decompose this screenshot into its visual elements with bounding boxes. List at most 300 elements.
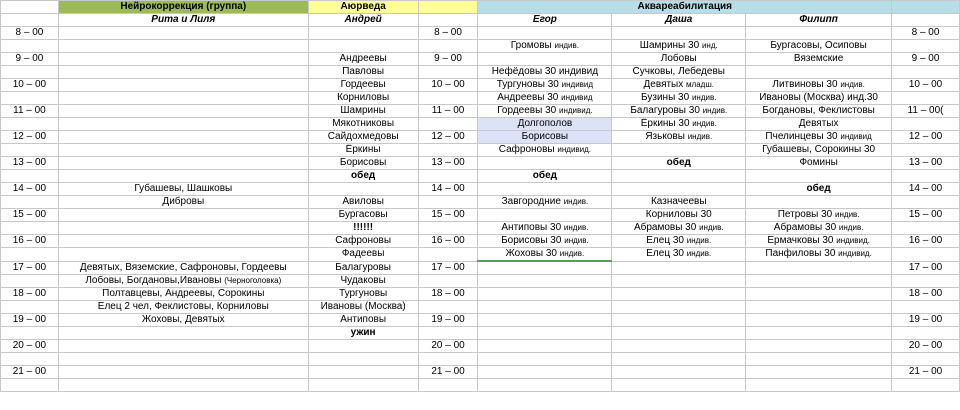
- time-cell-2[interactable]: [418, 92, 478, 105]
- time-cell[interactable]: 13 – 00: [1, 157, 59, 170]
- time-cell-3[interactable]: [892, 170, 960, 183]
- cell-note: индивид.: [558, 106, 593, 115]
- time-cell-3[interactable]: 8 – 00: [892, 27, 960, 40]
- time-cell[interactable]: [1, 222, 59, 235]
- neuro-cell[interactable]: [58, 327, 308, 340]
- time-cell-3[interactable]: [892, 66, 960, 79]
- time-cell-2[interactable]: 10 – 00: [418, 79, 478, 92]
- ayur-cell[interactable]: Ёркины: [308, 144, 418, 157]
- egor-cell[interactable]: [478, 235, 612, 248]
- neuro-cell[interactable]: [58, 40, 308, 53]
- time-cell[interactable]: [1, 92, 59, 105]
- time-cell-3[interactable]: 12 – 00: [892, 131, 960, 144]
- table-row: [1, 131, 960, 144]
- time-cell-2[interactable]: 19 – 00: [418, 314, 478, 327]
- filipp-cell[interactable]: [746, 314, 892, 327]
- filipp-cell[interactable]: [746, 92, 892, 105]
- ayur-cell[interactable]: Борисовы: [308, 157, 418, 170]
- time-cell[interactable]: 8 – 00: [1, 27, 59, 40]
- neuro-cell[interactable]: [58, 248, 308, 262]
- cell-note: младш.: [686, 80, 714, 89]
- time-cell-2[interactable]: [418, 144, 478, 157]
- time-cell[interactable]: [1, 327, 59, 340]
- time-cell[interactable]: 16 – 00: [1, 235, 59, 248]
- time-cell[interactable]: 14 – 00: [1, 183, 59, 196]
- neuro-cell[interactable]: [58, 275, 308, 288]
- filipp-cell[interactable]: [746, 79, 892, 92]
- filipp-cell[interactable]: [746, 248, 892, 262]
- ayur-cell[interactable]: Авиловы: [308, 196, 418, 209]
- filipp-cell[interactable]: [746, 209, 892, 222]
- egor-cell[interactable]: [478, 288, 612, 301]
- time-cell[interactable]: [1, 170, 59, 183]
- subheader-dasha[interactable]: Даша: [612, 14, 746, 27]
- time-cell-2[interactable]: [418, 222, 478, 235]
- time-cell[interactable]: 21 – 00: [1, 366, 59, 379]
- time-cell[interactable]: [1, 275, 59, 288]
- neuro-cell[interactable]: [58, 118, 308, 131]
- neuro-cell[interactable]: [58, 379, 308, 392]
- ayur-cell[interactable]: обед: [308, 170, 418, 183]
- time-cell-2[interactable]: 8 – 00: [418, 27, 478, 40]
- dasha-cell[interactable]: [612, 40, 746, 53]
- time-cell[interactable]: 11 – 00: [1, 105, 59, 118]
- ayur-cell[interactable]: !!!!!!: [308, 222, 418, 235]
- neuro-cell[interactable]: [58, 170, 308, 183]
- neuro-cell[interactable]: [58, 261, 308, 275]
- cell-text: Жоховы 30: [505, 248, 557, 259]
- filipp-cell[interactable]: [746, 222, 892, 235]
- time-cell-3[interactable]: 16 – 00: [892, 235, 960, 248]
- egor-cell[interactable]: [478, 327, 612, 340]
- filipp-cell[interactable]: [746, 118, 892, 131]
- time-cell[interactable]: 9 – 00: [1, 53, 59, 66]
- table-row: [1, 196, 960, 209]
- cell-text: обед: [666, 157, 691, 168]
- egor-cell[interactable]: [478, 79, 612, 92]
- cell-text: Бузины 30: [641, 92, 690, 103]
- neuro-cell[interactable]: [58, 314, 308, 327]
- cell-text: Литвиновы 30: [772, 79, 838, 90]
- cell-text: Долгополов: [517, 118, 573, 129]
- cell-note: индивид: [561, 80, 594, 89]
- table-row: [1, 40, 960, 53]
- egor-cell[interactable]: [478, 248, 612, 262]
- egor-cell[interactable]: [478, 301, 612, 314]
- time-cell-2[interactable]: [418, 196, 478, 209]
- time-cell-2[interactable]: 14 – 00: [418, 183, 478, 196]
- header-right-blank[interactable]: [892, 1, 960, 14]
- time-cell-3[interactable]: [892, 92, 960, 105]
- ayur-cell[interactable]: Корниловы: [308, 92, 418, 105]
- subheader-egor[interactable]: Егор: [478, 14, 612, 27]
- time-cell-3[interactable]: 21 – 00: [892, 366, 960, 379]
- cell-text: Девятых: [643, 79, 684, 90]
- dasha-cell[interactable]: [612, 379, 746, 392]
- time-cell-2[interactable]: 16 – 00: [418, 235, 478, 248]
- subheader-blank-3[interactable]: [892, 14, 960, 27]
- cell-note: индивид: [561, 93, 593, 102]
- cell-text: Тургуновы 30: [496, 79, 559, 90]
- time-cell-2[interactable]: 15 – 00: [418, 209, 478, 222]
- neuro-cell[interactable]: [58, 105, 308, 118]
- cell-note: индивид.: [838, 249, 872, 259]
- time-cell-3[interactable]: [892, 301, 960, 314]
- dasha-cell[interactable]: [612, 340, 746, 353]
- time-cell-3[interactable]: [892, 379, 960, 392]
- table-row: [1, 275, 960, 288]
- dasha-cell[interactable]: [612, 353, 746, 366]
- header-ayur[interactable]: Аюрведа: [308, 1, 418, 14]
- edge-marker: (: [940, 105, 944, 116]
- egor-cell[interactable]: [478, 92, 612, 105]
- table-row: [1, 183, 960, 196]
- header-row: [1, 1, 960, 14]
- time-cell-3[interactable]: [892, 222, 960, 235]
- time-cell[interactable]: 18 – 00: [1, 288, 59, 301]
- table-row: [1, 248, 960, 262]
- dasha-cell[interactable]: [612, 53, 746, 66]
- filipp-cell[interactable]: [746, 40, 892, 53]
- egor-cell[interactable]: [478, 183, 612, 196]
- time-cell[interactable]: [1, 118, 59, 131]
- cell-text: Елец 2 чел, Феклистовы, Корниловы: [97, 301, 269, 312]
- ayur-cell[interactable]: Сафроновы: [308, 235, 418, 248]
- neuro-cell[interactable]: [58, 27, 308, 40]
- time-cell-3[interactable]: [892, 353, 960, 366]
- table-row: [1, 379, 960, 392]
- cell-note: индив.: [559, 249, 585, 258]
- header-ayur-blank[interactable]: [418, 1, 478, 14]
- time-cell-3[interactable]: 19 – 00: [892, 314, 960, 327]
- egor-cell[interactable]: [478, 209, 612, 222]
- neuro-cell[interactable]: [58, 66, 308, 79]
- time-cell-2[interactable]: 11 – 00: [418, 105, 478, 118]
- filipp-cell[interactable]: [746, 105, 892, 118]
- egor-cell[interactable]: [478, 170, 612, 183]
- dasha-cell[interactable]: [612, 183, 746, 196]
- time-cell[interactable]: 12 – 00: [1, 131, 59, 144]
- dasha-cell[interactable]: [612, 209, 746, 222]
- ayur-cell[interactable]: Мякотниковы: [308, 118, 418, 131]
- egor-cell[interactable]: [478, 379, 612, 392]
- egor-cell[interactable]: [478, 314, 612, 327]
- cell-note: инд.: [701, 41, 718, 50]
- cell-note: индив.: [563, 197, 589, 206]
- filipp-cell[interactable]: [746, 288, 892, 301]
- cell-text: Лобовы, Богдановы,Ивановы: [85, 275, 222, 286]
- table-row: [1, 235, 960, 248]
- time-cell-2[interactable]: [418, 170, 478, 183]
- time-cell-2[interactable]: 18 – 00: [418, 288, 478, 301]
- time-cell-3[interactable]: 17 – 00: [892, 261, 960, 275]
- table-row: [1, 105, 960, 118]
- ayur-cell[interactable]: Павловы: [308, 66, 418, 79]
- time-cell-2[interactable]: [418, 379, 478, 392]
- cell-text: Сучковы, Лебедевы: [632, 66, 725, 77]
- time-cell-2[interactable]: [418, 248, 478, 262]
- ayur-cell[interactable]: Андреевы: [308, 53, 418, 66]
- time-cell-2[interactable]: [418, 301, 478, 314]
- filipp-cell[interactable]: [746, 261, 892, 275]
- time-cell-3[interactable]: 20 – 00: [892, 340, 960, 353]
- time-cell[interactable]: [1, 353, 59, 366]
- time-cell-3[interactable]: 14 – 00: [892, 183, 960, 196]
- subheader-rita[interactable]: Рита и Лиля: [58, 14, 308, 27]
- subheader-andrey[interactable]: Андрей: [308, 14, 418, 27]
- subheader-filipp[interactable]: Филипп: [746, 14, 892, 27]
- cell-text: Балагуровы 30: [630, 105, 700, 116]
- time-cell[interactable]: [1, 196, 59, 209]
- egor-cell[interactable]: [478, 66, 612, 79]
- ayur-cell[interactable]: ужин: [308, 327, 418, 340]
- neuro-cell[interactable]: [58, 144, 308, 157]
- time-cell[interactable]: 10 – 00: [1, 79, 59, 92]
- dasha-cell[interactable]: [612, 327, 746, 340]
- dasha-cell[interactable]: [612, 131, 746, 144]
- time-cell-3[interactable]: [892, 40, 960, 53]
- time-cell-2[interactable]: 12 – 00: [418, 131, 478, 144]
- time-cell-3[interactable]: [892, 196, 960, 209]
- filipp-cell[interactable]: [746, 340, 892, 353]
- table-row: [1, 353, 960, 366]
- dasha-cell[interactable]: [612, 144, 746, 157]
- filipp-cell[interactable]: [746, 379, 892, 392]
- egor-cell[interactable]: [478, 53, 612, 66]
- cell-text: Шамрины 30: [639, 40, 700, 51]
- cell-text: Ермачковы 30: [767, 235, 834, 246]
- time-cell-2[interactable]: [418, 327, 478, 340]
- dasha-cell[interactable]: [612, 275, 746, 288]
- dasha-cell[interactable]: [612, 314, 746, 327]
- neuro-cell[interactable]: [58, 53, 308, 66]
- time-cell-3[interactable]: [892, 118, 960, 131]
- ayur-cell[interactable]: Фадеевы: [308, 248, 418, 262]
- cell-text: Язьковы: [645, 131, 685, 142]
- ayur-cell[interactable]: [308, 183, 418, 196]
- table-row: [1, 366, 960, 379]
- cell-text: Борисовы: [521, 131, 569, 142]
- egor-cell[interactable]: [478, 27, 612, 40]
- time-cell-3[interactable]: 18 – 00: [892, 288, 960, 301]
- neuro-cell[interactable]: [58, 288, 308, 301]
- filipp-cell[interactable]: [746, 275, 892, 288]
- dasha-cell[interactable]: [612, 288, 746, 301]
- ayur-cell[interactable]: Ивановы (Москва): [308, 301, 418, 314]
- header-neuro[interactable]: Нейрокоррекция (группа): [58, 1, 308, 14]
- time-cell[interactable]: [1, 301, 59, 314]
- cell-text: Борисовы 30: [501, 235, 562, 246]
- cell-note: индив.: [564, 236, 589, 245]
- filipp-cell[interactable]: [746, 301, 892, 314]
- dasha-cell[interactable]: [612, 79, 746, 92]
- filipp-cell[interactable]: [746, 27, 892, 40]
- dasha-cell[interactable]: [612, 196, 746, 209]
- filipp-cell[interactable]: [746, 53, 892, 66]
- cell-text: Завгородние: [501, 196, 561, 207]
- table-row: [1, 66, 960, 79]
- egor-cell[interactable]: [478, 40, 612, 53]
- subheader-blank[interactable]: [1, 14, 59, 27]
- ayur-cell[interactable]: Балагуровы: [308, 261, 418, 275]
- neuro-cell[interactable]: [58, 92, 308, 105]
- table-row: [1, 144, 960, 157]
- time-cell[interactable]: 17 – 00: [1, 261, 59, 275]
- dasha-cell[interactable]: [612, 105, 746, 118]
- time-cell-3[interactable]: [892, 248, 960, 262]
- time-cell-2[interactable]: 9 – 00: [418, 53, 478, 66]
- time-cell[interactable]: 15 – 00: [1, 209, 59, 222]
- egor-cell[interactable]: [478, 157, 612, 170]
- dasha-cell[interactable]: [612, 301, 746, 314]
- ayur-cell[interactable]: Сайдохмедовы: [308, 131, 418, 144]
- neuro-cell[interactable]: [58, 79, 308, 92]
- neuro-cell[interactable]: [58, 209, 308, 222]
- time-cell-3[interactable]: [892, 275, 960, 288]
- neuro-cell[interactable]: [58, 183, 308, 196]
- ayur-cell[interactable]: [308, 27, 418, 40]
- time-cell-2[interactable]: [418, 275, 478, 288]
- egor-cell[interactable]: [478, 105, 612, 118]
- egor-cell[interactable]: [478, 353, 612, 366]
- cell-note: индив.: [687, 132, 713, 141]
- time-cell[interactable]: [1, 66, 59, 79]
- egor-cell[interactable]: [478, 261, 612, 275]
- cell-text: Бургасовы, Осиповы: [770, 40, 867, 51]
- dasha-cell[interactable]: [612, 27, 746, 40]
- filipp-cell[interactable]: [746, 327, 892, 340]
- neuro-cell[interactable]: [58, 196, 308, 209]
- dasha-cell[interactable]: [612, 118, 746, 131]
- cell-text: Елец 30: [646, 235, 684, 246]
- neuro-cell[interactable]: [58, 353, 308, 366]
- ayur-cell[interactable]: Бургасовы: [308, 209, 418, 222]
- dasha-cell[interactable]: [612, 170, 746, 183]
- ayur-cell[interactable]: Тургуновы: [308, 288, 418, 301]
- filipp-cell[interactable]: [746, 66, 892, 79]
- cell-text: Елец 30: [646, 248, 684, 260]
- dasha-cell[interactable]: [612, 261, 746, 275]
- ayur-cell[interactable]: [308, 340, 418, 353]
- time-cell-2[interactable]: [418, 66, 478, 79]
- ayur-cell[interactable]: [308, 366, 418, 379]
- filipp-cell[interactable]: [746, 235, 892, 248]
- time-cell-3[interactable]: [892, 144, 960, 157]
- dasha-cell[interactable]: [612, 157, 746, 170]
- neuro-cell[interactable]: [58, 235, 308, 248]
- time-cell-3[interactable]: [892, 327, 960, 340]
- cell-text: Казначеевы: [650, 196, 707, 207]
- time-cell[interactable]: [1, 379, 59, 392]
- neuro-cell[interactable]: [58, 222, 308, 235]
- cell-text: Девятых, Вяземские, Сафроновы, Гордеевы: [79, 261, 287, 273]
- time-cell[interactable]: [1, 40, 59, 53]
- neuro-cell[interactable]: [58, 131, 308, 144]
- cell-note: индив.: [835, 210, 860, 219]
- time-cell[interactable]: [1, 144, 59, 157]
- table-row: [1, 53, 960, 66]
- egor-cell[interactable]: [478, 118, 612, 131]
- header-aqua[interactable]: Аквареабилитация: [478, 1, 892, 14]
- cell-text: Андреевы 30: [497, 92, 559, 103]
- filipp-cell[interactable]: [746, 170, 892, 183]
- cell-text: Жоховы, Девятых: [141, 314, 225, 325]
- egor-cell[interactable]: [478, 144, 612, 157]
- ayur-cell[interactable]: [308, 40, 418, 53]
- cell-note: индив.: [692, 119, 717, 128]
- table-row: [1, 327, 960, 340]
- time-cell[interactable]: 19 – 00: [1, 314, 59, 327]
- filipp-cell[interactable]: [746, 131, 892, 144]
- cell-text: Абрамовы 30: [633, 222, 697, 233]
- egor-cell[interactable]: [478, 340, 612, 353]
- time-cell[interactable]: 20 – 00: [1, 340, 59, 353]
- time-cell-2[interactable]: [418, 353, 478, 366]
- table-row: [1, 157, 960, 170]
- table-row: [1, 118, 960, 131]
- ayur-cell[interactable]: Антиповы: [308, 314, 418, 327]
- egor-cell[interactable]: [478, 275, 612, 288]
- time-cell-2[interactable]: [418, 40, 478, 53]
- dasha-cell[interactable]: [612, 235, 746, 248]
- cell-text: обед: [806, 183, 831, 194]
- filipp-cell[interactable]: [746, 157, 892, 170]
- dasha-cell[interactable]: [612, 366, 746, 379]
- time-cell-3[interactable]: 15 – 00: [892, 209, 960, 222]
- egor-cell[interactable]: [478, 222, 612, 235]
- time-cell-3[interactable]: 9 – 00: [892, 53, 960, 66]
- dasha-cell[interactable]: [612, 92, 746, 105]
- egor-cell[interactable]: [478, 196, 612, 209]
- time-cell-3[interactable]: 10 – 00: [892, 79, 960, 92]
- filipp-cell[interactable]: [746, 196, 892, 209]
- filipp-cell[interactable]: [746, 183, 892, 196]
- time-cell-2[interactable]: 20 – 00: [418, 340, 478, 353]
- cell-text: Богдановы, Феклистовы: [762, 105, 875, 116]
- egor-cell[interactable]: [478, 131, 612, 144]
- filipp-cell[interactable]: [746, 366, 892, 379]
- ayur-cell[interactable]: [308, 353, 418, 366]
- ayur-cell[interactable]: [308, 379, 418, 392]
- dasha-cell[interactable]: [612, 248, 746, 262]
- dasha-cell[interactable]: [612, 222, 746, 235]
- time-cell[interactable]: [1, 248, 59, 262]
- time-cell-3[interactable]: 11 – 00(: [892, 105, 960, 118]
- table-row: [1, 170, 960, 183]
- neuro-cell[interactable]: [58, 301, 308, 314]
- time-cell-2[interactable]: 17 – 00: [418, 261, 478, 275]
- neuro-cell[interactable]: [58, 340, 308, 353]
- cell-note: индив.: [699, 223, 724, 232]
- cell-text: Губашевы, Сорокины 30: [762, 144, 876, 155]
- filipp-cell[interactable]: [746, 144, 892, 157]
- time-cell-2[interactable]: 21 – 00: [418, 366, 478, 379]
- time-cell-2[interactable]: [418, 118, 478, 131]
- cell-text: Пчелинцевы 30: [765, 131, 838, 142]
- ayur-cell[interactable]: Гордеевы: [308, 79, 418, 92]
- egor-cell[interactable]: [478, 366, 612, 379]
- dasha-cell[interactable]: [612, 66, 746, 79]
- ayur-cell[interactable]: Шамрины: [308, 105, 418, 118]
- subheader-blank-2[interactable]: [418, 14, 478, 27]
- filipp-cell[interactable]: [746, 353, 892, 366]
- neuro-cell[interactable]: [58, 157, 308, 170]
- time-cell-3[interactable]: 13 – 00: [892, 157, 960, 170]
- ayur-cell[interactable]: Чудаковы: [308, 275, 418, 288]
- corner-cell[interactable]: [1, 1, 59, 14]
- neuro-cell[interactable]: [58, 366, 308, 379]
- time-cell-2[interactable]: 13 – 00: [418, 157, 478, 170]
